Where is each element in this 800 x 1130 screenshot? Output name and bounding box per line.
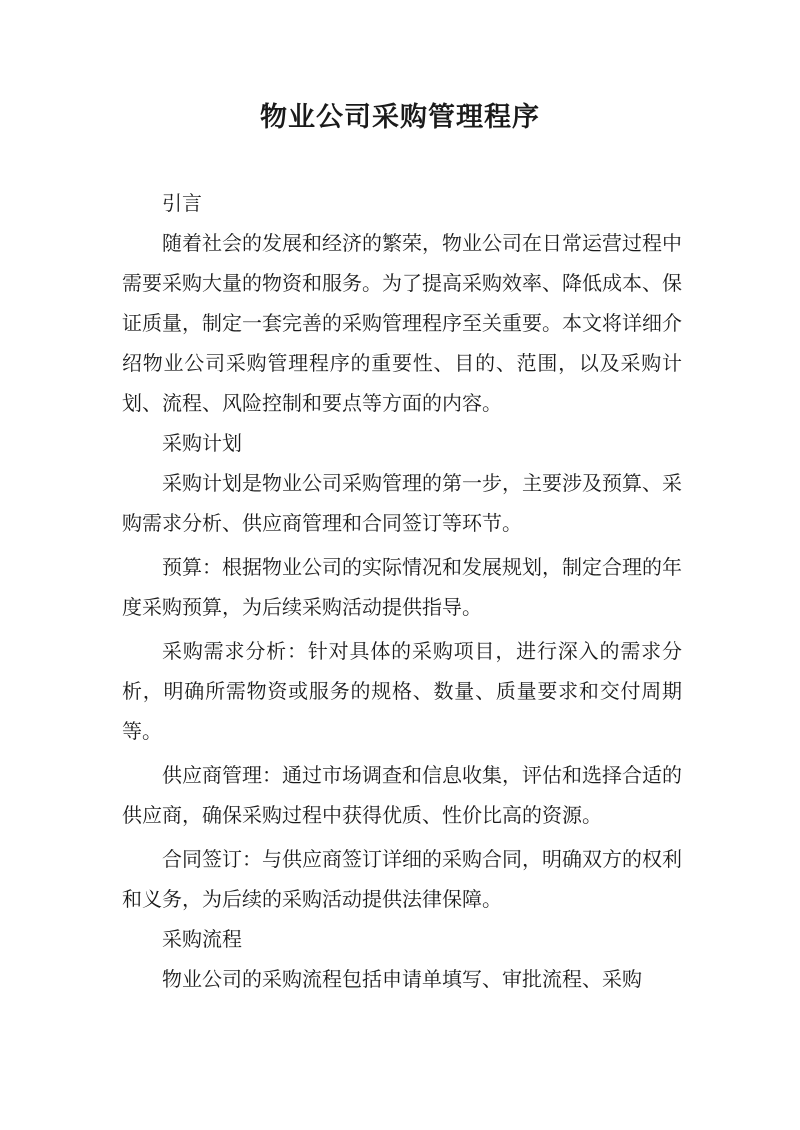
paragraph-budget: 预算：根据物业公司的实际情况和发展规划，制定合理的年度采购预算，为后续采购活动提供指导。 (122, 555, 682, 619)
section-heading-plan: 采购计划 (162, 431, 242, 455)
paragraph-needs-analysis: 采购需求分析：针对具体的采购项目，进行深入的需求分析，明确所需物资或服务的规格、数量、质量要求和交付周期等。 (122, 639, 682, 743)
paragraph-process: 物业公司的采购流程包括申请单填写、审批流程、采购 (162, 967, 642, 991)
paragraph-intro: 随着社会的发展和经济的繁荣，物业公司在日常运营过程中需要采购大量的物资和服务。为了提高采购效率、降低成本、保证质量，制定一套完善的采购管理程序至关重要。本文将详细介绍物业公司采购管理程序的重要性、目的、范围，以及采购计划、流程、风险控制和要点等方面的内容。 (122, 231, 682, 415)
paragraph-plan: 采购计划是物业公司采购管理的第一步，主要涉及预算、采购需求分析、供应商管理和合同签订等环节。 (122, 471, 682, 535)
section-heading-process: 采购流程 (162, 927, 242, 951)
section-heading-intro: 引言 (162, 191, 202, 215)
paragraph-supplier-management: 供应商管理：通过市场调查和信息收集，评估和选择合适的供应商，确保采购过程中获得优质、性价比高的资源。 (122, 763, 682, 827)
document-body (122, 183, 682, 999)
paragraph-contract-signing: 合同签订：与供应商签订详细的采购合同，明确双方的权利和义务，为后续的采购活动提供法律保障。 (122, 847, 682, 911)
page-title: 物业公司采购管理程序 (260, 102, 540, 133)
